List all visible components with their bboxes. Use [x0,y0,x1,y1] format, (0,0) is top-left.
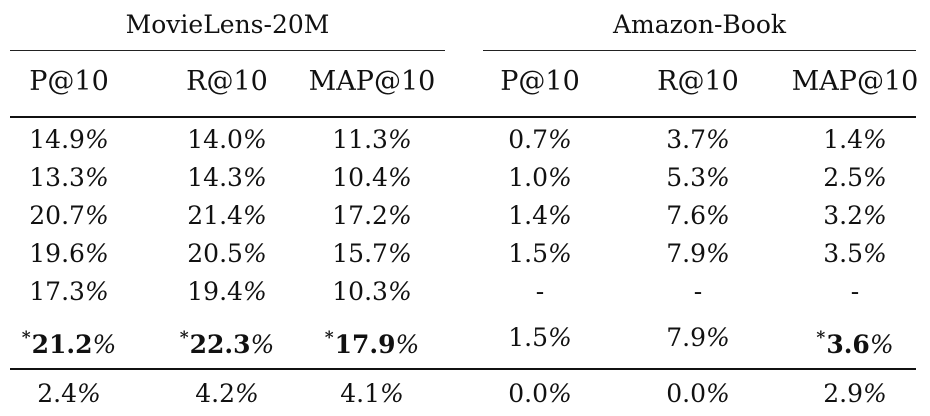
cell-unit: % [242,163,267,192]
cell-value: 3.2 [823,201,863,230]
cell-value: 15.7 [332,239,388,268]
cell-value: 3.6 [826,330,870,359]
table-cell [0,322,149,361]
cell-unit: % [77,379,101,408]
cell-value: 0.0 [508,379,548,408]
table-cell [775,200,930,232]
cell-value: 7.9 [666,323,706,352]
table-cell [775,276,930,308]
cell-value: 21.2 [31,330,93,359]
table-cell [775,238,930,270]
cell-value: 1.5 [508,239,548,268]
table-cell [147,162,307,194]
table-cell [292,276,452,308]
cell-unit: % [548,323,572,352]
table-cell [292,322,452,361]
column-header: MAP@10 [308,66,436,97]
cell-value: 1.5 [508,323,548,352]
table-cell [460,162,620,194]
cell-value: 7.9 [666,239,706,268]
cell-unit: % [380,379,404,408]
group-rule-movielens [10,50,445,51]
cell-unit: % [84,201,109,230]
cell-value: - [850,277,860,306]
table-cell [0,276,149,308]
cell-value: 17.2 [332,201,388,230]
cell-unit: % [548,163,572,192]
significance-marker: * [21,328,31,348]
summary-cell [0,378,149,410]
group-rule-amazon-book [483,50,916,51]
cell-unit: % [863,379,887,408]
table-cell [460,200,620,232]
cell-value: 19.4 [187,277,243,306]
cell-unit: % [706,323,730,352]
group-title-movielens: MovieLens-20M [125,10,330,39]
cell-value: 21.4 [187,201,243,230]
cell-value: 19.6 [29,239,85,268]
table-cell [147,276,307,308]
cell-value: 4.2 [195,379,235,408]
summary-cell [460,378,620,410]
cell-unit: % [242,239,267,268]
cell-value: 2.9 [823,379,863,408]
cell-value: 14.3 [187,163,243,192]
cell-value: 14.0 [187,125,243,154]
cell-value: 4.1 [340,379,380,408]
cell-unit: % [387,125,412,154]
cell-value: 1.4 [823,125,863,154]
significance-marker: * [816,328,826,348]
cell-unit: % [387,239,412,268]
cell-value: 14.9 [29,125,85,154]
cell-value: 0.0 [666,379,706,408]
cell-unit: % [242,125,267,154]
cell-value: 17.9 [334,330,396,359]
cell-unit: % [548,201,572,230]
cell-unit: % [84,239,109,268]
cell-value: 1.4 [508,201,548,230]
cell-value: 11.3 [332,125,388,154]
column-header: R@10 [657,66,739,97]
table-cell [618,238,778,270]
summary-cell [775,378,930,410]
cell-value: 20.7 [29,201,85,230]
cell-value: 0.7 [508,125,548,154]
cell-unit: % [235,379,259,408]
cell-value: 10.3 [332,277,388,306]
cell-unit: % [92,330,117,359]
header-rule [10,116,916,118]
table-cell [460,124,620,156]
cell-unit: % [863,201,887,230]
cell-value: 3.5 [823,239,863,268]
table-cell [292,200,452,232]
table-cell [292,124,452,156]
cell-value: - [535,277,545,306]
table-cell [618,162,778,194]
cell-unit: % [548,125,572,154]
column-header: MAP@10 [791,66,919,97]
table-cell [0,124,149,156]
table-cell [0,238,149,270]
table-cell [618,322,778,354]
cell-unit: % [84,277,109,306]
table-cell [292,238,452,270]
summary-rule [10,368,916,370]
column-header: R@10 [186,66,268,97]
table-cell [460,322,620,354]
cell-unit: % [250,330,275,359]
column-header: P@10 [500,66,580,97]
cell-unit: % [863,125,887,154]
table-cell [775,162,930,194]
table-cell [775,322,930,361]
cell-unit: % [84,125,109,154]
cell-unit: % [706,125,730,154]
cell-value: 22.3 [189,330,251,359]
cell-value: 10.4 [332,163,388,192]
summary-cell [618,378,778,410]
cell-unit: % [706,163,730,192]
cell-unit: % [387,163,412,192]
table-cell [618,276,778,308]
significance-marker: * [179,328,189,348]
table-cell [618,200,778,232]
cell-unit: % [863,239,887,268]
cell-value: 5.3 [666,163,706,192]
cell-value: 2.4 [37,379,77,408]
cell-unit: % [869,330,894,359]
cell-value: - [693,277,703,306]
table-cell [618,124,778,156]
summary-cell [147,378,307,410]
cell-value: 17.3 [29,277,85,306]
table-cell [460,276,620,308]
table-cell [147,200,307,232]
cell-value: 3.7 [666,125,706,154]
cell-unit: % [548,239,572,268]
cell-value: 1.0 [508,163,548,192]
table-cell [460,238,620,270]
cell-unit: % [706,201,730,230]
table-cell [147,322,307,361]
cell-value: 13.3 [29,163,85,192]
table-cell [775,124,930,156]
cell-unit: % [84,163,109,192]
column-header: P@10 [29,66,109,97]
cell-unit: % [395,330,420,359]
cell-unit: % [863,163,887,192]
cell-unit: % [387,201,412,230]
cell-unit: % [706,239,730,268]
table-cell [147,124,307,156]
cell-value: 2.5 [823,163,863,192]
table-cell [0,200,149,232]
group-title-amazon-book: Amazon-Book [612,10,787,39]
significance-marker: * [324,328,334,348]
cell-unit: % [242,201,267,230]
cell-unit: % [242,277,267,306]
summary-cell [292,378,452,410]
table-cell [0,162,149,194]
cell-value: 7.6 [666,201,706,230]
table-cell [292,162,452,194]
table-cell [147,238,307,270]
cell-value: 20.5 [187,239,243,268]
cell-unit: % [387,277,412,306]
cell-unit: % [706,379,730,408]
cell-unit: % [548,379,572,408]
